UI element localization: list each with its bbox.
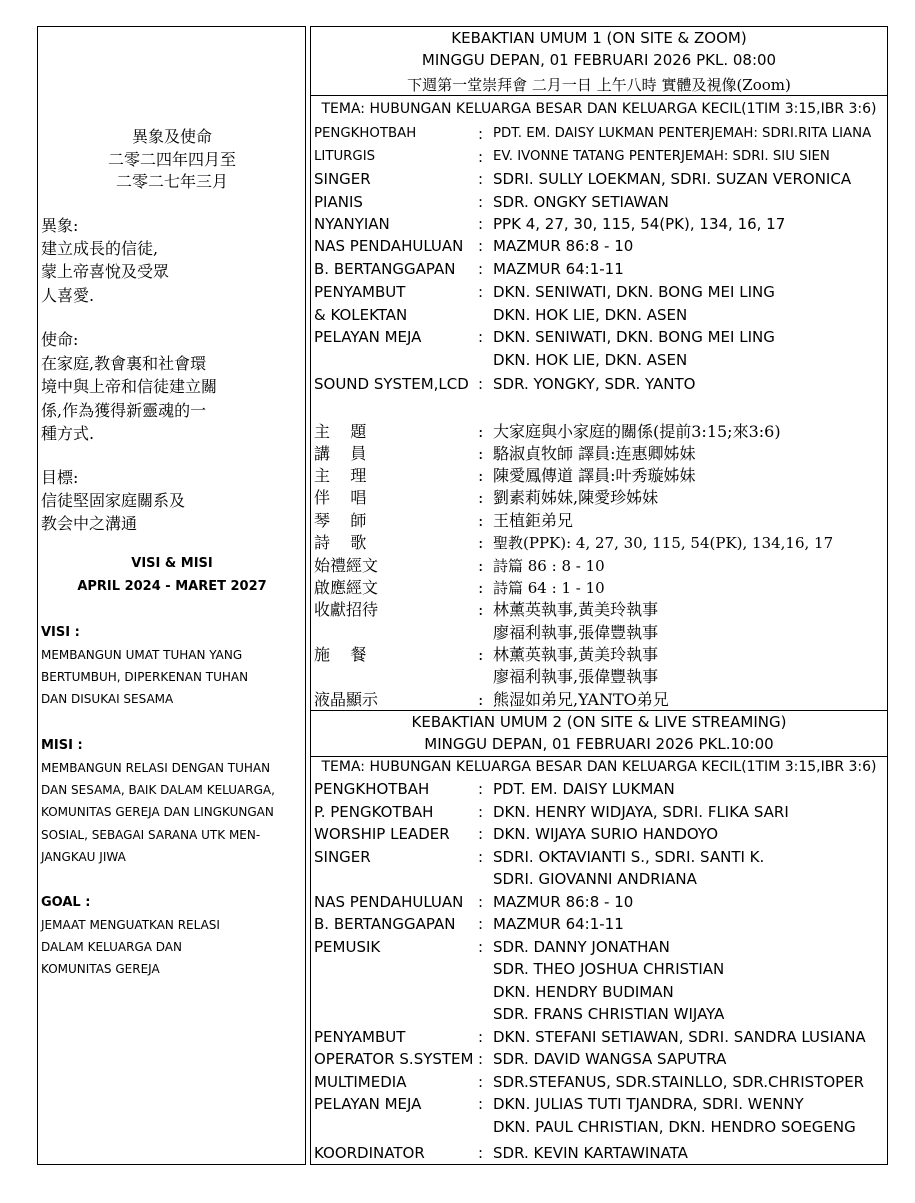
row-separator: : <box>478 825 484 843</box>
service1-title-cn: 下週第一堂崇拜會 二月一日 上午八時 實體及視像(Zoom) <box>407 76 791 94</box>
row-label: PEMUSIK <box>314 938 381 956</box>
mission-label-cn: 使命: <box>41 330 79 349</box>
divider <box>310 710 888 711</box>
row-value: 陳愛鳳傳道 譯員:叶秀璇姊妹 <box>493 466 696 485</box>
row-label: 琴 師 <box>314 511 367 530</box>
visi-text: DAN DISUKAI SESAMA <box>41 692 174 706</box>
row-separator: : <box>478 1028 484 1046</box>
row-label: B. BERTANGGAPAN <box>314 260 456 278</box>
row-value: SDR.STEFANUS, SDR.STAINLLO, SDR.CHRISTOPER <box>493 1073 865 1091</box>
row-value: 詩篇 64 : 1 - 10 <box>493 579 605 597</box>
vision-label-cn: 異象: <box>41 216 79 235</box>
misi-text: DAN SESAMA, BAIK DALAM KELUARGA, <box>41 783 275 797</box>
row-value: DKN. JULIAS TUTI TJANDRA, SDRI. WENNY <box>493 1095 804 1113</box>
row-label: 收獻招待 <box>314 600 379 619</box>
row-value: MAZMUR 86:8 - 10 <box>493 237 634 255</box>
row-separator: : <box>478 237 484 255</box>
row-label: PENGKHOTBAH <box>314 780 430 798</box>
row-label: WORSHIP LEADER <box>314 825 450 843</box>
row-label: NYANYIAN <box>314 215 390 233</box>
row-label: LITURGIS <box>314 149 376 164</box>
row-separator: : <box>478 848 484 866</box>
service2-title: KEBAKTIAN UMUM 2 (ON SITE & LIVE STREAMING) <box>411 713 787 731</box>
row-value: PPK 4, 27, 30, 115, 54(PK), 134, 16, 17 <box>493 215 786 233</box>
row-separator: : <box>478 578 484 597</box>
row-label: 主 理 <box>314 466 367 485</box>
row-value: DKN. WIJAYA SURIO HANDOYO <box>493 825 719 843</box>
row-value: DKN. SENIWATI, DKN. BONG MEI LING <box>493 283 775 301</box>
row-label: PENGKHOTBAH <box>314 126 417 141</box>
row-value: 王植鉅弟兄 <box>493 511 574 530</box>
row-value: SDR. ONGKY SETIAWAN <box>493 193 669 211</box>
row-value: MAZMUR 86:8 - 10 <box>493 893 634 911</box>
visi-text: BERTUMBUH, DIPERKENAN TUHAN <box>41 670 249 684</box>
row-separator: : <box>478 690 484 709</box>
goal-text-cn: 信徒堅固家庭關系及 <box>41 491 186 510</box>
row-label: NAS PENDAHULUAN <box>314 237 464 255</box>
row-value: 聖教(PPK): 4, 27, 30, 115, 54(PK), 134,16, 17 <box>493 534 834 552</box>
row-value: EV. IVONNE TATANG PENTERJEMAH: SDRI. SIU SIEN <box>493 149 830 164</box>
row-value: PDT. EM. DAISY LUKMAN <box>493 780 675 798</box>
misi-text: MEMBANGUN RELASI DENGAN TUHAN <box>41 761 271 775</box>
row-separator: : <box>478 1144 484 1162</box>
row-separator: : <box>478 556 484 575</box>
row-label: MULTIMEDIA <box>314 1073 407 1091</box>
row-value: 廖福利執事,張偉豐執事 <box>493 667 659 686</box>
row-separator: : <box>478 328 484 346</box>
row-value: SDRI. GIOVANNI ANDRIANA <box>493 870 697 888</box>
row-value: 大家庭與小家庭的關係(提前3:15;來3:6) <box>493 422 781 441</box>
row-value: SDRI. OKTAVIANTI S., SDRI. SANTI K. <box>493 848 765 866</box>
row-value: SDR. DAVID WANGSA SAPUTRA <box>493 1050 727 1068</box>
row-label: 始禮經文 <box>314 556 379 575</box>
row-label: SINGER <box>314 170 371 188</box>
row-label: 講 員 <box>314 444 367 463</box>
row-separator: : <box>478 170 484 188</box>
row-label: OPERATOR S.SYSTEM <box>314 1050 474 1068</box>
misi-label: MISI : <box>41 738 83 753</box>
row-separator: : <box>478 893 484 911</box>
row-value: SDR. KEVIN KARTAWINATA <box>493 1144 688 1162</box>
row-label: 施 餐 <box>314 645 367 664</box>
row-value: 熊湿如弟兄,YANTO弟兄 <box>493 690 669 709</box>
row-separator: : <box>478 283 484 301</box>
misi-text: KOMUNITAS GEREJA DAN LINGKUNGAN <box>41 805 274 819</box>
mission-text-cn: 種方式. <box>41 424 95 443</box>
service2-date: MINGGU DEPAN, 01 FEBRUARI 2026 PKL.10:00 <box>424 735 774 753</box>
row-separator: : <box>478 375 484 393</box>
row-value: MAZMUR 64:1-11 <box>493 260 624 278</box>
row-label: PENYAMBUT <box>314 283 406 301</box>
row-separator: : <box>478 193 484 211</box>
row-separator: : <box>478 260 484 278</box>
row-label: KOORDINATOR <box>314 1144 425 1162</box>
row-label: & KOLEKTAN <box>314 306 408 324</box>
row-value: DKN. HOK LIE, DKN. ASEN <box>493 306 688 324</box>
row-separator: : <box>478 938 484 956</box>
service2-theme: TEMA: HUBUNGAN KELUARGA BESAR DAN KELUARGA KECIL(1TIM 3:15,IBR 3:6) <box>321 759 877 775</box>
goal-text: JEMAAT MENGUATKAN RELASI <box>41 918 220 932</box>
row-separator: : <box>478 533 484 552</box>
row-separator: : <box>478 780 484 798</box>
row-value: 劉素莉姊妹,陳愛珍姊妹 <box>493 488 659 507</box>
row-value: SDR. YONGKY, SDR. YANTO <box>493 375 696 393</box>
visi-text: MEMBANGUN UMAT TUHAN YANG <box>41 648 243 662</box>
row-label: PENYAMBUT <box>314 1028 406 1046</box>
row-label: SINGER <box>314 848 371 866</box>
row-value: DKN. SENIWATI, DKN. BONG MEI LING <box>493 328 775 346</box>
divider <box>310 95 888 96</box>
row-separator: : <box>478 803 484 821</box>
goal-text: KOMUNITAS GEREJA <box>41 962 160 976</box>
row-value: 林薰英執事,黃美玲執事 <box>493 645 659 664</box>
vision-period-cn: 二零二四年四月至 <box>107 150 236 169</box>
goal-label: GOAL : <box>41 895 91 910</box>
row-separator: : <box>478 1095 484 1113</box>
row-label: PIANIS <box>314 193 363 211</box>
row-value: DKN. HENRY WIDJAYA, SDRI. FLIKA SARI <box>493 803 789 821</box>
row-separator: : <box>478 1073 484 1091</box>
row-separator: : <box>478 125 484 143</box>
row-separator: : <box>478 511 484 530</box>
service1-title: KEBAKTIAN UMUM 1 (ON SITE & ZOOM) <box>451 29 747 47</box>
row-separator: : <box>478 600 484 619</box>
goal-text-cn: 教会中之溝通 <box>41 514 138 533</box>
goal-text: DALAM KELUARGA DAN <box>41 940 182 954</box>
vision-text-cn: 蒙上帝喜悅及受眾 <box>41 262 170 281</box>
mission-text-cn: 在家庭,教會裏和社會環 <box>41 354 207 373</box>
row-value: SDR. DANNY JONATHAN <box>493 938 670 956</box>
row-label: B. BERTANGGAPAN <box>314 915 456 933</box>
row-separator: : <box>478 645 484 664</box>
row-value: SDR. FRANS CHRISTIAN WIJAYA <box>493 1005 725 1023</box>
row-separator: : <box>478 915 484 933</box>
row-value: DKN. HOK LIE, DKN. ASEN <box>493 351 688 369</box>
service1-date: MINGGU DEPAN, 01 FEBRUARI 2026 PKL. 08:00 <box>421 51 777 69</box>
visi-label: VISI : <box>41 625 80 640</box>
row-value: DKN. PAUL CHRISTIAN, DKN. HENDRO SOEGENG <box>493 1118 856 1136</box>
row-label: PELAYAN MEJA <box>314 1095 422 1113</box>
row-value: 林薰英執事,黃美玲執事 <box>493 600 659 619</box>
visi-misi-period: APRIL 2024 - MARET 2027 <box>77 579 267 594</box>
vision-period-cn: 二零二七年三月 <box>115 172 228 191</box>
row-label: 液晶顯示 <box>314 690 379 709</box>
row-separator: : <box>478 148 484 166</box>
misi-text: SOSIAL, SEBAGAI SARANA UTK MEN- <box>41 828 261 842</box>
row-value: SDR. THEO JOSHUA CHRISTIAN <box>493 960 725 978</box>
row-value: 廖福利執事,張偉豐執事 <box>493 623 659 642</box>
row-value: PDT. EM. DAISY LUKMAN PENTERJEMAH: SDRI.RITA LIANA <box>493 126 872 141</box>
row-label: 啟應經文 <box>314 578 379 597</box>
row-value: DKN. STEFANI SETIAWAN, SDRI. SANDRA LUSIANA <box>493 1028 866 1046</box>
row-label: P. PENGKOTBAH <box>314 803 434 821</box>
visi-misi-title: VISI & MISI <box>131 556 213 571</box>
service1-theme: TEMA: HUBUNGAN KELUARGA BESAR DAN KELUARGA KECIL(1TIM 3:15,IBR 3:6) <box>321 101 877 117</box>
row-value: SDRI. SULLY LOEKMAN, SDRI. SUZAN VERONICA <box>493 170 852 188</box>
row-label: 主 題 <box>314 422 367 441</box>
row-separator: : <box>478 1050 484 1068</box>
row-separator: : <box>478 422 484 441</box>
row-separator: : <box>478 444 484 463</box>
divider <box>310 756 888 757</box>
row-label: 伴 唱 <box>314 488 367 507</box>
row-value: 詩篇 86 : 8 - 10 <box>493 557 605 575</box>
vision-text-cn: 人喜愛. <box>41 286 95 305</box>
row-label: NAS PENDAHULUAN <box>314 893 464 911</box>
row-separator: : <box>478 466 484 485</box>
row-separator: : <box>478 215 484 233</box>
mission-text-cn: 境中與上帝和信徒建立關 <box>41 377 218 396</box>
row-label: 詩 歌 <box>314 533 367 552</box>
misi-text: JANGKAU JIWA <box>41 850 126 864</box>
vision-title-cn: 異象及使命 <box>131 127 212 146</box>
row-value: DKN. HENDRY BUDIMAN <box>493 983 674 1001</box>
row-label: SOUND SYSTEM,LCD <box>314 375 469 393</box>
row-value: MAZMUR 64:1-11 <box>493 915 624 933</box>
goal-label-cn: 目標: <box>41 468 79 487</box>
vision-text-cn: 建立成長的信徒, <box>41 239 159 258</box>
row-separator: : <box>478 488 484 507</box>
vision-mission-panel <box>37 26 306 1165</box>
mission-text-cn: 係,作為獲得新靈魂的一 <box>41 401 207 420</box>
row-label: PELAYAN MEJA <box>314 328 422 346</box>
row-value: 駱淑貞牧師 譯員:连惠卿姊妹 <box>493 444 696 463</box>
